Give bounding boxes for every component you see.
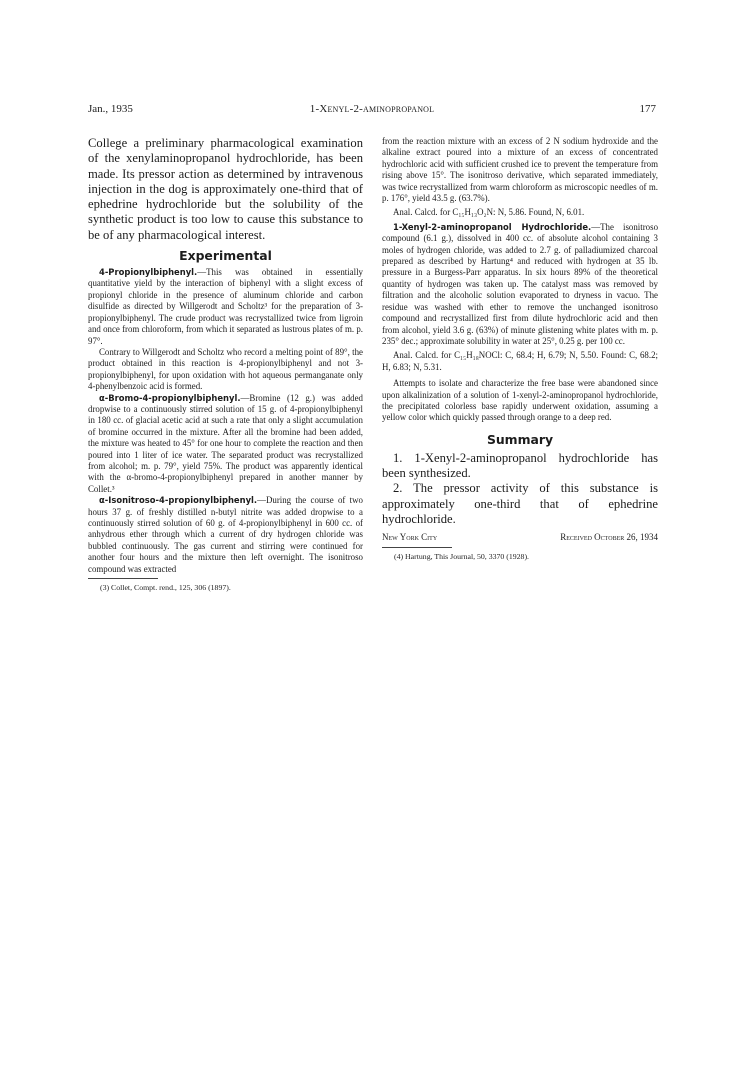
footnote-rule	[382, 547, 452, 548]
running-title: 1-Xenyl-2-aminopropanol	[309, 103, 435, 115]
run-in-heading: α-Isonitroso-4-propionylbiphenyl.	[99, 495, 258, 506]
run-in-heading: 1-Xenyl-2-aminopropanol Hydrochloride.	[393, 221, 592, 232]
footnote-rule	[88, 578, 158, 579]
analysis-1: Anal. Calcd. for C₁₅H₁₃O₂N: N, 5.86. Found, N, 6.01.	[393, 207, 585, 218]
contrary-paragraph: Contrary to Willgerodt and Scholtz who record a melting point of 89°, the product obtained in this reaction is 4-propionylbiphenyl and not 3-propionylbiphenyl, for upon oxidation with hot aqueous permanganate only 4-phenylbenzoic acid is formed.	[88, 346, 363, 392]
propionylbiphenyl-paragraph: 4-Propionylbiphenyl.—This was obtained in essentially quantitative yield by the interaction of biphenyl with a slight excess of propionyl chloride in the presence of aluminum chloride and carbon disulfide as directed by Willgerodt and Scholtz³ for the preparation of 3-propionylbiphenyl. The crude product was recrystallized twice from ligroin and once from chloroform, from which it separated as lustrous plates of m. p. 97°.	[88, 267, 363, 346]
bromo-paragraph: α-Bromo-4-propionylbiphenyl.—Bromine (12 g.) was added dropwise to a continuously stirred solution of 15 g. of 4-propionylbiphenyl in 180 cc. of glacial acetic acid at such a rate that only a slight accumulation of bromine occurred in the mixture. After all the bromine had been added, the mixture was heated to 45° for one hour to complete the reaction and then poured into 1 liter of ice water. The separated product was recrystallized from alcohol; m. p. 79°, yield 75%. The product was apparently identical with the α-bromo-4-propionylbiphenyl prepared in another manner by Collet.³	[88, 392, 363, 494]
left-column	[88, 136, 363, 593]
intro-text	[88, 136, 363, 243]
footnote-3: (3) Collet, Compt. rend., 125, 306 (1897).	[100, 583, 231, 593]
analysis-2: Anal. Calcd. for C₁₅H₁₈NOCl: C, 68.4; H, 6.79; N, 5.50. Found: C, 68.2; H, 6.83; N, 5.31.	[382, 350, 658, 372]
run-in-heading: 4-Propionylbiphenyl.	[99, 267, 198, 278]
footnote-4: (4) Hartung, This Journal, 50, 3370 (1928).	[394, 552, 529, 562]
extraction-paragraph: from the reaction mixture with an excess of 2 N sodium hydroxide and the alkaline extract poured into a mixture of an excess of concentrated hydrochloric acid with sufficient crushed ice to prevent the temperature from rising above 15°. The isonitroso derivative, which separated immediately, was twice recrystallized from warm chloroform as microscopic needles of m. p. 176°, yield 43.5 g. (63.7%).	[382, 136, 658, 204]
issue-date: Jan., 1935	[88, 103, 133, 115]
summary-item-1: 1. 1-Xenyl-2-aminopropanol hydrochloride has been synthesized.	[382, 450, 658, 481]
experimental-section	[88, 267, 363, 575]
intro-paragraph: College a preliminary pharmacological examination of the xenylaminopropanol hydrochloride, has been made. Its pressor action as determined by intravenous injection in the dog is approximately one-third that of ephedrine hydrochloride but the solubility of the synthetic product is too low to cause this substance to be of any pharmacological interest.	[88, 136, 363, 242]
isonitroso-paragraph: α-Isonitroso-4-propionylbiphenyl.—During the course of two hours 37 g. of freshly distilled n-butyl nitrite was added dropwise to a continuously stirred solution of 60 g. of 4-propionylbiphenyl in 600 cc. of anhydrous ether through which a current of dry hydrogen chloride was bubbled continuously. The gas current and stirring were continued for another four hours and the mixture then left overnight. The isonitroso compound was extracted	[88, 495, 363, 574]
experimental-heading: Experimental	[179, 248, 272, 264]
free-base-paragraph: Attempts to isolate and characterize the free base were abandoned since upon alkalinization of a solution of 1-xenyl-2-aminopropanol hydrochloride, the precipitated colorless base rapidly underwent oxidation, assuming a yellow color which quickly passed through orange to a deep red.	[382, 378, 658, 423]
summary-item-2: 2. The pressor activity of this substance is approximately one-third that of ephedrine hydrochloride.	[382, 481, 658, 526]
page-number: 177	[639, 103, 656, 115]
place: New York City	[382, 532, 438, 543]
run-in-heading: α-Bromo-4-propionylbiphenyl.	[99, 392, 241, 403]
running-header	[88, 103, 656, 117]
summary-section	[382, 451, 658, 527]
hydrochloride-paragraph: 1-Xenyl-2-aminopropanol Hydrochloride.—The isonitroso compound (6.1 g.), dissolved in 400 cc. of absolute alcohol containing 3 moles of hydrogen chloride, was added to 2.7 g. of palladiumized charcoal prepared as described by Hartung⁴ and reduced with hydrogen at 35 lb. pressure in a Burgess-Parr apparatus. In six hours 89% of the theoretical quantity of hydrogen was taken up. The catalyst mass was removed by filtration and the alcoholic solution evaporated to dryness in vacuo. The residue was washed with ether to remove the unchanged isonitroso compound and recrystallized first from dilute hydrochloric acid and then from alcohol, yield 3.6 g. (63%) of minute glistening white plates with m. p. 235° dec.; approximate solubility in water at 25°, 0.25 g. per 100 cc.	[382, 221, 659, 346]
right-column	[382, 136, 658, 562]
experimental-continued	[382, 136, 658, 424]
summary-heading: Summary	[486, 431, 554, 447]
signature-line	[382, 532, 658, 544]
received-date: Received October 26, 1934	[560, 532, 658, 543]
